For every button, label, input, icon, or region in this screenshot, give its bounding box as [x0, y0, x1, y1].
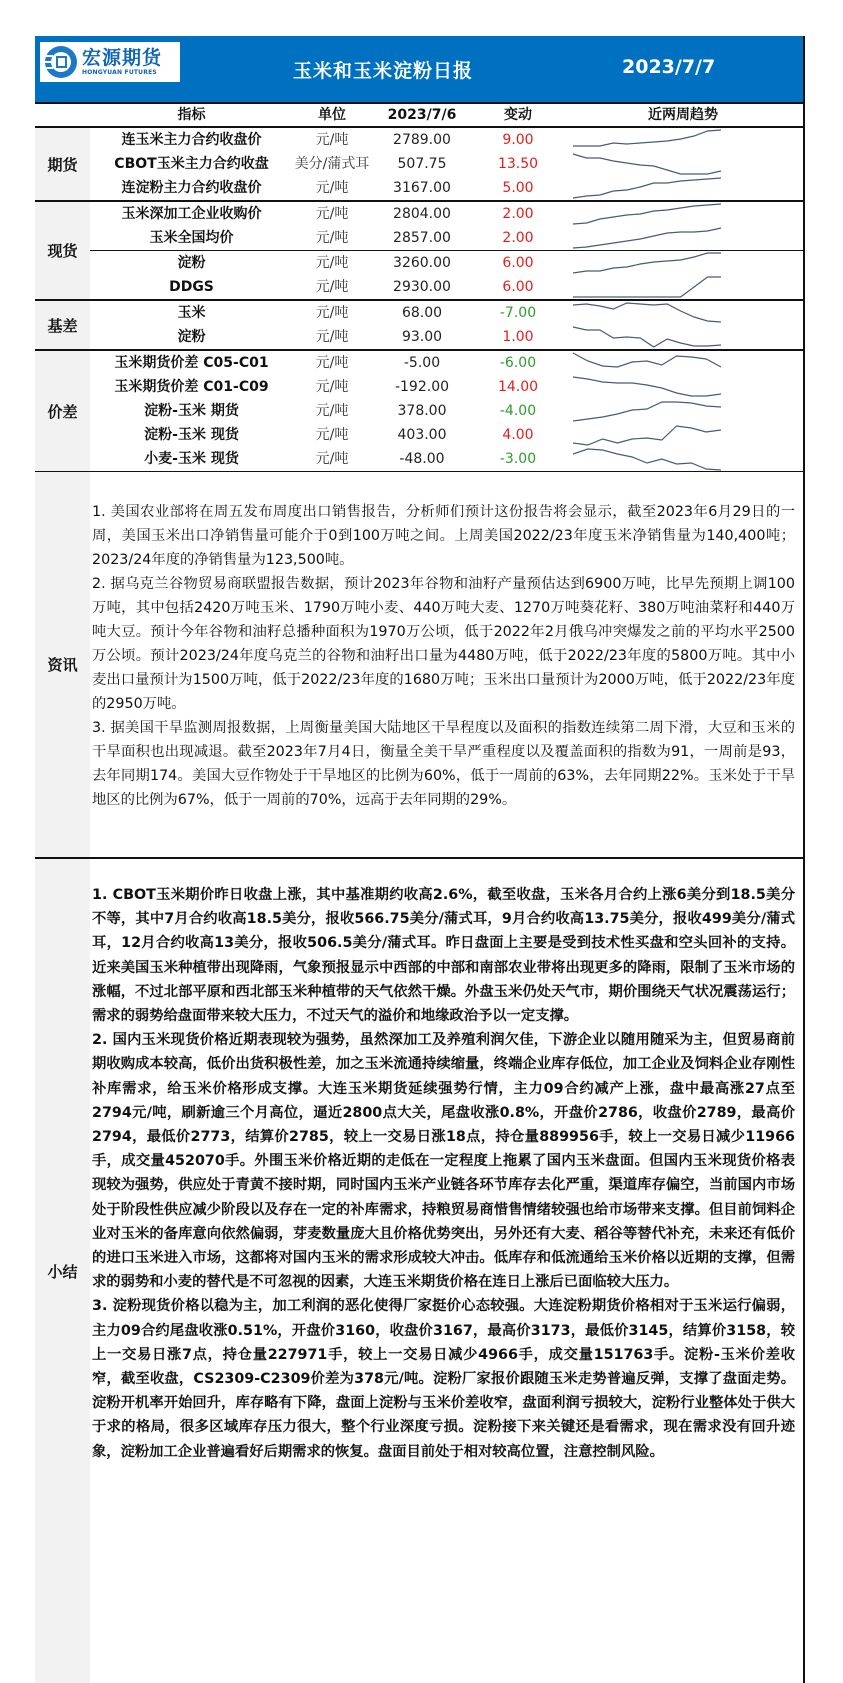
trend-sparkline — [563, 351, 803, 375]
sparkline-chart-icon — [573, 400, 721, 422]
indicator-name: DDGS — [169, 279, 214, 295]
indicator-unit: 元/吨 — [315, 379, 349, 395]
indicator-change: 4.00 — [502, 427, 534, 443]
indicator-subgroup — [90, 351, 803, 471]
indicator-unit: 元/吨 — [315, 403, 349, 419]
news-paragraph: 2. 据乌克兰谷物贸易商联盟报告数据，预计2023年谷物和油籽产量预估达到6900万吨，比早先预期上调100万吨，其中包括2420万吨玉米、1790万吨小麦、440万吨大麦、1270万吨葵花籽、380万吨油菜籽和440万吨大豆。预计今年谷物和油籽总播种面积为1970万公顷，低于2022年2月俄乌冲突爆发之前的平均水平2500万公顷。预计2023/24年度乌克兰的谷物和油籽出口量为4480万吨，低于2022/23年度的5800万吨。其中小麦出口量预计为1500万吨，低于2022/23年度的1680万吨；玉米出口量预计为2000万吨，低于2022/23年度的2950万吨。 — [92, 576, 795, 712]
sparkline-chart-icon — [573, 276, 721, 298]
table-row — [90, 301, 803, 325]
summary-section — [35, 859, 805, 1683]
trend-sparkline — [563, 375, 803, 399]
indicator-value: 68.00 — [401, 305, 443, 321]
sparkline-chart-icon — [573, 227, 721, 249]
trend-sparkline — [563, 423, 803, 447]
trend-sparkline — [563, 325, 803, 349]
indicator-change: -3.00 — [499, 451, 537, 467]
sparkline-chart-icon — [573, 302, 721, 324]
group-label: 期货 — [35, 128, 90, 200]
table-row — [90, 226, 803, 250]
sparkline-chart-icon — [573, 203, 721, 225]
sparkline-chart-icon — [573, 177, 721, 199]
indicator-subgroup — [90, 202, 803, 251]
indicator-change: 2.00 — [502, 206, 534, 222]
indicator-change: 13.50 — [497, 156, 539, 172]
indicator-subgroup — [90, 251, 803, 299]
trend-sparkline — [563, 447, 803, 471]
category-column-header — [35, 104, 90, 126]
indicator-name: 连淀粉主力合约收盘价 — [121, 180, 262, 196]
indicator-value: 2930.00 — [393, 279, 451, 295]
trend-sparkline — [563, 275, 803, 299]
indicator-value: 378.00 — [397, 403, 447, 419]
report-title: 玉米和玉米淀粉日报 — [293, 60, 474, 82]
table-row — [90, 152, 803, 176]
trend-sparkline — [563, 176, 803, 200]
report-date: 2023/7/7 — [622, 56, 716, 78]
company-logo — [40, 42, 180, 82]
indicator-name: 玉米深加工企业收购价 — [121, 206, 262, 222]
group-label: 价差 — [35, 351, 90, 471]
trend-sparkline — [563, 251, 803, 275]
sparkline-chart-icon — [573, 153, 721, 175]
news-section — [35, 472, 805, 859]
logo-cn-text: 宏源期货 — [82, 46, 163, 69]
indicator-change: 6.00 — [502, 255, 534, 271]
group-label: 现货 — [35, 202, 90, 299]
indicator-unit: 元/吨 — [315, 329, 349, 345]
report-header — [35, 36, 805, 102]
indicator-unit: 元/吨 — [315, 132, 349, 148]
indicator-group — [35, 202, 805, 301]
table-row — [90, 351, 803, 375]
logo-en-text: HONGYUAN FUTURES — [82, 68, 157, 76]
indicator-change: 6.00 — [502, 279, 534, 295]
summary-text — [90, 859, 803, 1683]
indicator-value: 403.00 — [397, 427, 447, 443]
indicator-name: 玉米期货价差 C05-C01 — [114, 355, 269, 371]
indicator-unit: 元/吨 — [315, 305, 349, 321]
indicator-name: 淀粉 — [177, 329, 206, 345]
indicator-change: 14.00 — [497, 379, 539, 395]
indicator-name: CBOT玉米主力合约收盘 — [114, 156, 269, 172]
indicator-group — [35, 351, 805, 472]
sparkline-chart-icon — [573, 352, 721, 374]
indicator-unit: 元/吨 — [315, 427, 349, 443]
indicator-value: 2789.00 — [393, 132, 451, 148]
indicator-name: 玉米 — [177, 305, 206, 321]
table-row — [90, 128, 803, 152]
indicator-group — [35, 301, 805, 351]
table-row — [90, 399, 803, 423]
indicator-table-body — [35, 128, 805, 472]
indicator-value: 507.75 — [397, 156, 447, 172]
summary-paragraph: 3. 淀粉现货价格以稳为主，加工利润的恶化使得厂家挺价心态较强。大连淀粉期货价格相对于玉米运行偏弱，主力09合约尾盘收涨0.51%，开盘价3160，收盘价3167，最高价3173，最低价3145，结算价3158，较上一交易日涨7点，持仓量227971手，较上一交易日减少4966手，成交量151763手。淀粉-玉米价差收窄，截至收盘，CS2309-C2309价差为378元/吨。淀粉厂家报价跟随玉米走势普遍反弹，支撑了盘面走势。淀粉开机率开始回升，库存略有下降，盘面上淀粉与玉米价差收窄，盘面利润亏损较大，淀粉行业整体处于供大于求的格局，很多区域库存压力很大，整个行业深度亏损。淀粉接下来关键还是看需求，现在需求没有回升迹象，淀粉加工企业普遍看好后期需求的恢复。盘面目前处于相对较高位置，注意控制风险。 — [92, 1298, 795, 1460]
table-row — [90, 275, 803, 299]
indicator-value: -192.00 — [394, 379, 450, 395]
table-row — [90, 202, 803, 226]
table-row — [90, 375, 803, 399]
indicator-value: 2804.00 — [393, 206, 451, 222]
news-label: 资讯 — [35, 472, 90, 857]
indicator-unit: 元/吨 — [315, 451, 349, 467]
indicator-name: 淀粉-玉米 现货 — [144, 427, 239, 443]
indicator-name: 小麦-玉米 现货 — [144, 451, 239, 467]
indicator-change: 1.00 — [502, 329, 534, 345]
indicator-unit: 元/吨 — [315, 230, 349, 246]
indicator-value: 2857.00 — [393, 230, 451, 246]
indicator-name: 玉米期货价差 C01-C09 — [114, 379, 269, 395]
sparkline-chart-icon — [573, 252, 721, 274]
sparkline-chart-icon — [573, 424, 721, 446]
news-text — [90, 472, 803, 857]
summary-label: 小结 — [35, 859, 90, 1683]
change-column-header: 变动 — [504, 107, 532, 123]
summary-paragraph: 1. CBOT玉米期价昨日收盘上涨，其中基准期约收高2.6%，截至收盘，玉米各月合约上涨6美分到18.5美分不等，其中7月合约收高18.5美分，报收566.75美分/蒲式耳，9月合约收高13.75美分，报收499美分/蒲式耳，12月合约收高13美分，报收506.5美分/蒲式耳。昨日盘面上主要是受到技术性买盘和空头回补的支持。近来美国玉米种植带出现降雨，气象预报显示中西部的中部和南部农业带将出现更多的降雨，限制了玉米市场的涨幅，不过北部平原和西北部玉米种植带的天气依然干燥。外盘玉米仍处天气市，期价围绕天气状况震荡运行；需求的弱势给盘面带来较大压力，不过天气的溢价和地缘政治予以一定支撑。 — [92, 887, 795, 1025]
indicator-change: -6.00 — [499, 355, 537, 371]
indicator-change: 2.00 — [502, 230, 534, 246]
unit-column-header: 单位 — [318, 107, 346, 123]
indicator-unit: 美分/蒲式耳 — [294, 156, 370, 172]
trend-sparkline — [563, 226, 803, 250]
indicator-value: -5.00 — [403, 355, 441, 371]
indicator-unit: 元/吨 — [315, 279, 349, 295]
indicator-change: 9.00 — [502, 132, 534, 148]
indicator-value: 3260.00 — [393, 255, 451, 271]
indicator-name: 淀粉 — [177, 255, 206, 271]
indicator-name: 淀粉-玉米 期货 — [144, 403, 239, 419]
trend-sparkline — [563, 152, 803, 176]
table-row — [90, 325, 803, 349]
table-row — [90, 423, 803, 447]
news-paragraph: 3. 据美国干旱监测周报数据，上周衡量美国大陆地区干旱程度以及面积的指数连续第二周下滑，大豆和玉米的干旱面积也出现减退。截至2023年7月4日，衡量全美干旱严重程度以及覆盖面积的指数为91，一周前是93，去年同期174。美国大豆作物处于干旱地区的比例为60%，低于一周前的63%，去年同期22%。玉米处于干旱地区的比例为67%，低于一周前的70%，远高于去年同期的29%。 — [92, 720, 795, 808]
trend-sparkline — [563, 128, 803, 152]
indicator-unit: 元/吨 — [315, 180, 349, 196]
indicator-unit: 元/吨 — [315, 355, 349, 371]
trend-sparkline — [563, 202, 803, 226]
indicator-subgroup — [90, 128, 803, 200]
table-column-header — [35, 102, 805, 128]
indicator-change: 5.00 — [502, 180, 534, 196]
daily-report-sheet — [35, 36, 805, 1683]
news-paragraph: 1. 美国农业部将在周五发布周度出口销售报告，分析师们预计这份报告将会显示，截至2023年6月29日的一周，美国玉米出口净销售量可能介于0到100万吨之间。上周美国2022/23年度玉米净销售量为140,400吨；2023/24年度的净销售量为123,500吨。 — [92, 504, 795, 568]
table-row — [90, 176, 803, 200]
indicator-value: -48.00 — [399, 451, 445, 467]
summary-paragraph: 2. 国内玉米现货价格近期表现较为强势，虽然深加工及养殖利润欠佳，下游企业以随用随采为主，但贸易商前期收购成本较高，低价出货积极性差，加之玉米流通持续缩量，终端企业库存低位，加工企业及饲料企业存刚性补库需求，给玉米价格形成支撑。大连玉米期货延续强势行情，主力09合约减产上涨，盘中最高涨27点至2794元/吨，刷新逾三个月高位，逼近2800点大关，尾盘收涨0.8%，开盘价2786，收盘价2789，最高价2794，最低价2773，结算价2785，较上一交易日涨18点，持仓量889956手，较上一交易日减少11966手，成交量452070手。外围玉米价格近期的走低在一定程度上拖累了国内玉米盘面。但国内玉米现货价格表现较为强势，供应处于青黄不接时期，同时国内玉米产业链各环节库存去化严重，渠道库存偏空，当前国内市场处于阶段性供应减少阶段以及存在一定的补库需求，持粮贸易商惜售情绪较强也给市场带来支撑。但目前饲料企业对玉米的备库意向依然偏弱，芽麦数量庞大且价格优势突出，另外还有大麦、稻谷等替代补充，未来还有低价的进口玉米进入市场，这都将对国内玉米的需求形成较大冲击。低库存和低流通给玉米价格以近期的支撑，但需求的弱势和小麦的替代是不可忽视的因素，大连玉米期货价格在连日上涨后已面临较大压力。 — [92, 1032, 795, 1291]
indicator-unit: 元/吨 — [315, 255, 349, 271]
sparkline-chart-icon — [573, 448, 721, 470]
indicator-group — [35, 128, 805, 202]
trend-sparkline — [563, 399, 803, 423]
indicator-change: -4.00 — [499, 403, 537, 419]
sparkline-chart-icon — [573, 129, 721, 151]
indicator-unit: 元/吨 — [315, 206, 349, 222]
indicator-value: 3167.00 — [393, 180, 451, 196]
value-column-header: 2023/7/6 — [387, 107, 457, 123]
table-row — [90, 447, 803, 471]
indicator-change: -7.00 — [499, 305, 537, 321]
logo-mark-icon — [44, 45, 78, 79]
trend-sparkline — [563, 301, 803, 325]
indicator-subgroup — [90, 301, 803, 349]
indicator-name: 连玉米主力合约收盘价 — [121, 132, 262, 148]
group-label: 基差 — [35, 301, 90, 349]
indicator-value: 93.00 — [401, 329, 443, 345]
sparkline-chart-icon — [573, 326, 721, 348]
indicator-column-header: 指标 — [177, 107, 206, 123]
trend-column-header: 近两周趋势 — [648, 107, 718, 123]
table-row — [90, 251, 803, 275]
indicator-name: 玉米全国均价 — [149, 230, 234, 246]
sparkline-chart-icon — [573, 376, 721, 398]
